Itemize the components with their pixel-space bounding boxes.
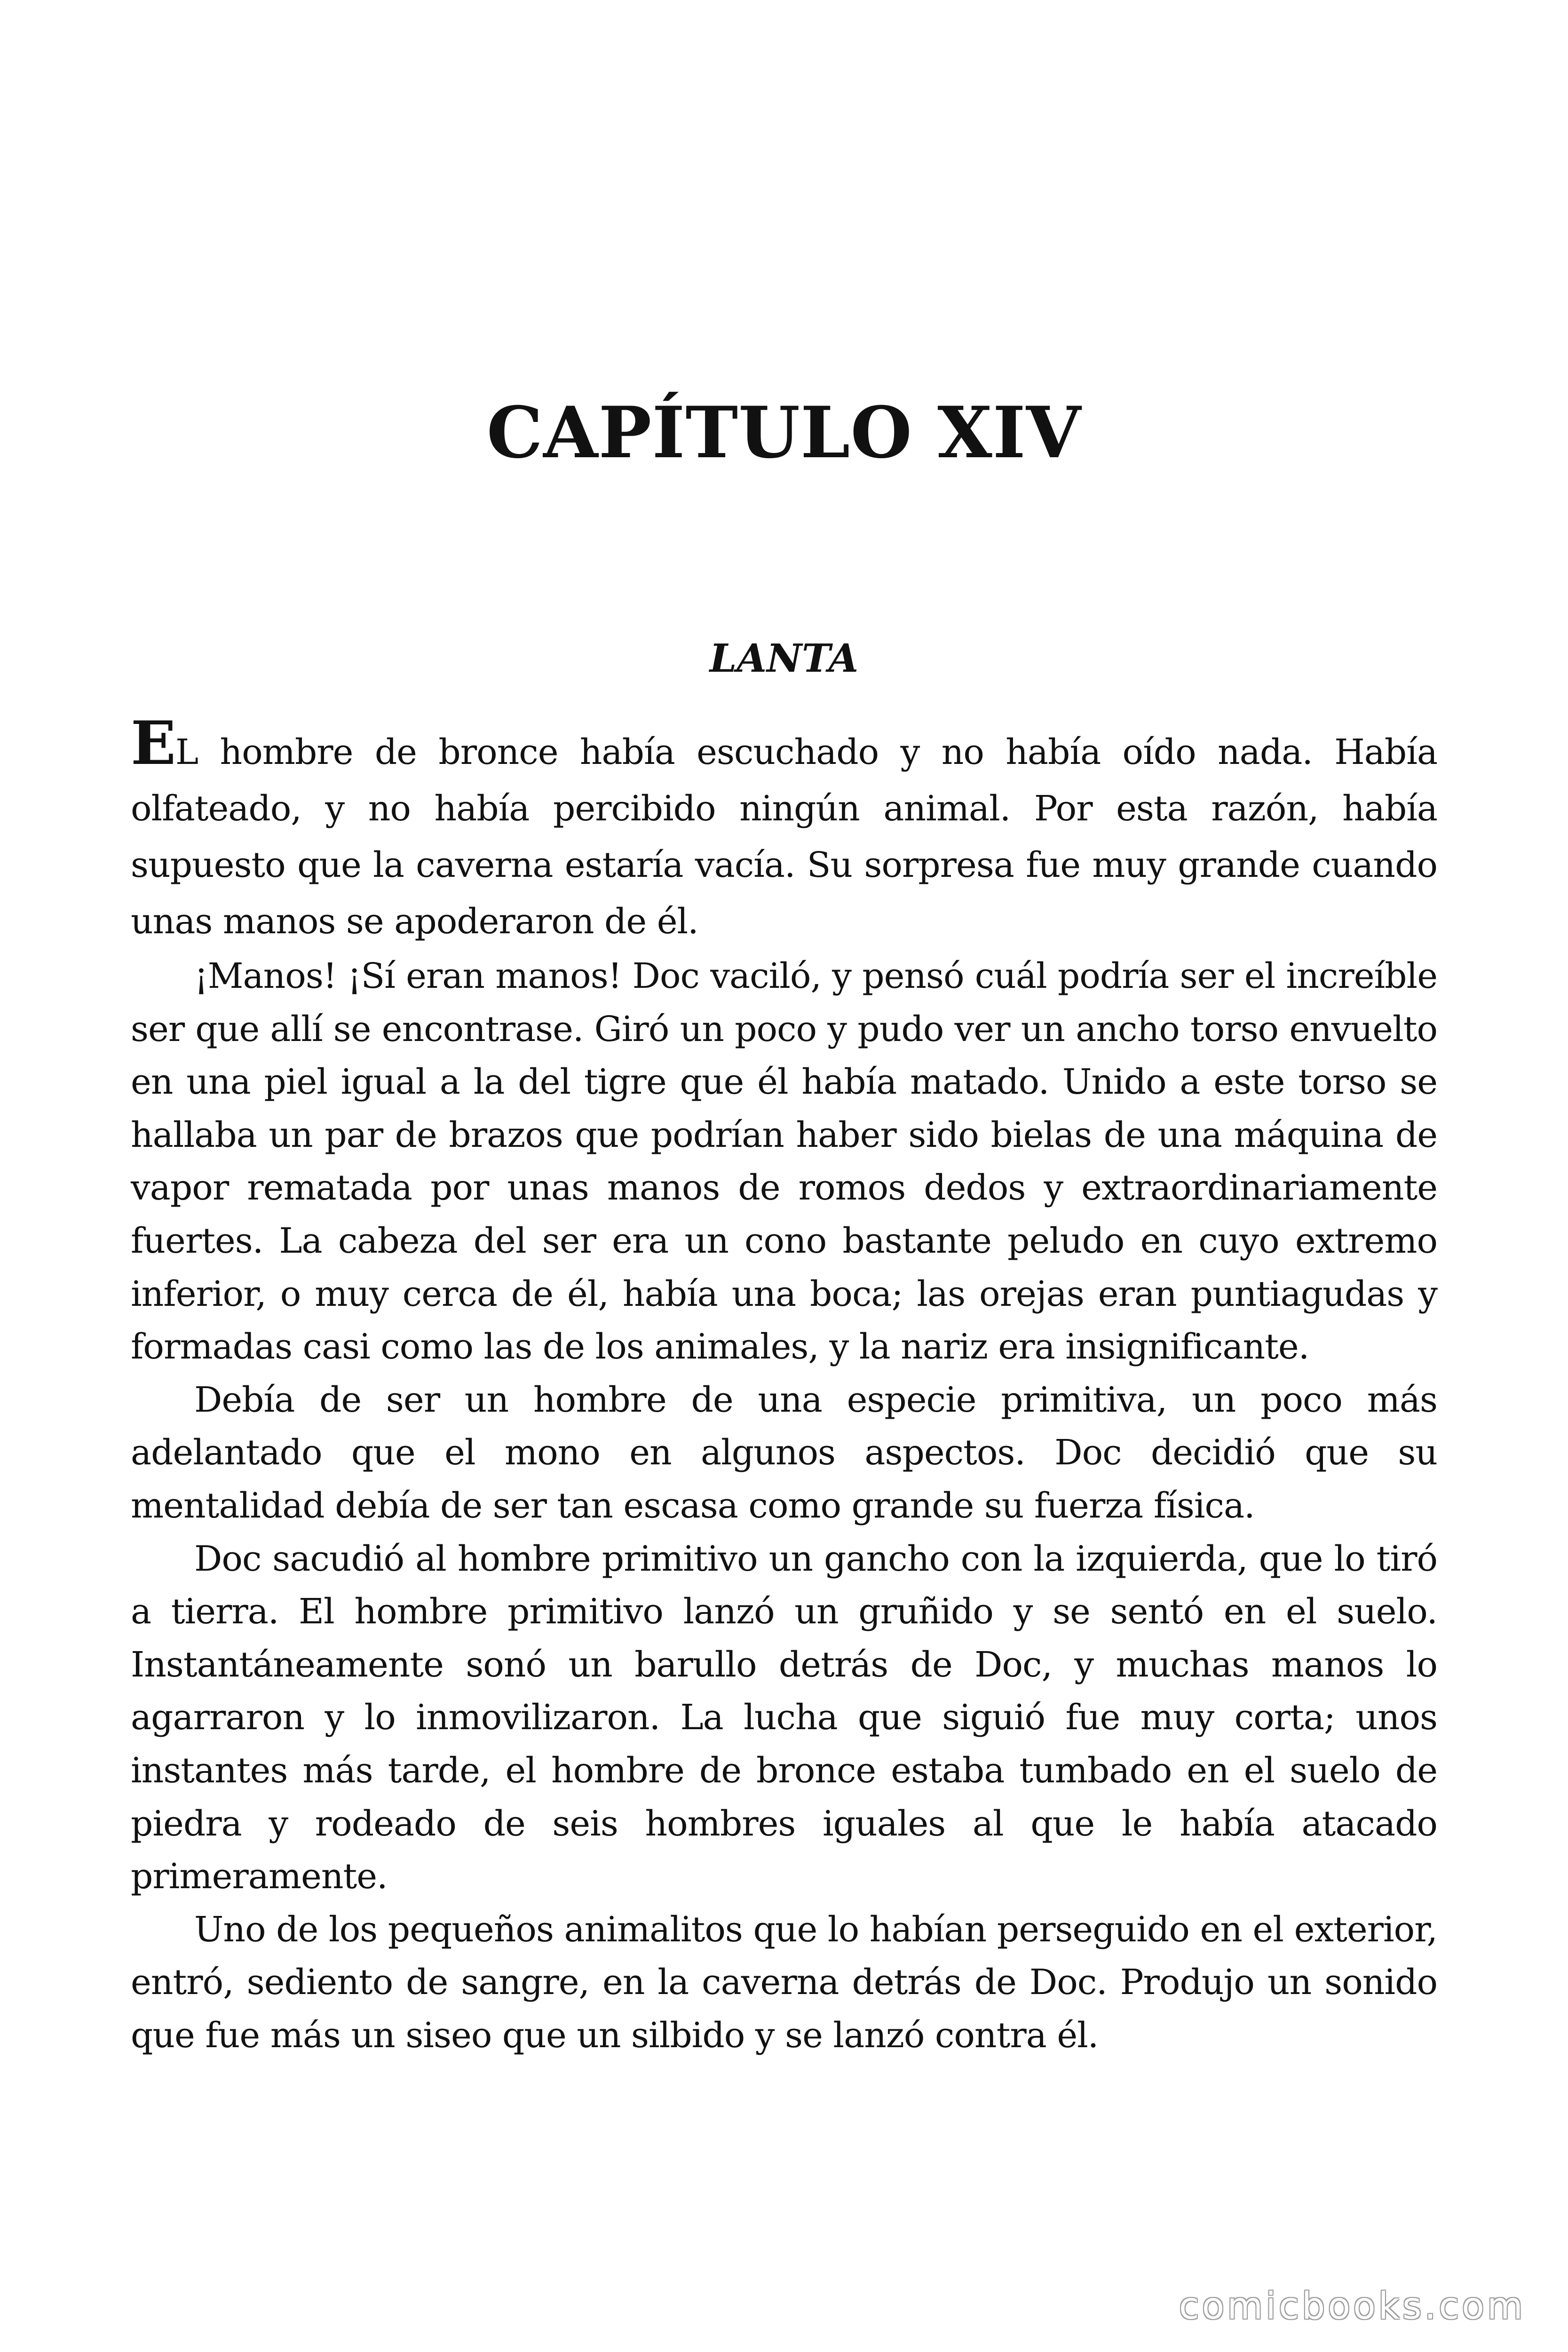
paragraph-5: Uno de los pequeños animalitos que lo habían perseguido en el exterior, entró, sediento de sangre, en la caverna detrás de Doc. Produjo un sonido que fue más un siseo que un silbido y se lanzó contra él. [131,1909,1437,2056]
paragraph-4: Doc sacudió al hombre primitivo un gancho con la izquierda, que lo tiró a tierra. El hombre primitivo lanzó un gruñido y se sentó en el suelo. Instantáneamente sonó un barullo detrás de Doc, y muchas manos lo agarraron y lo inmovilizaron. La lucha que siguió fue muy corta; unos instantes más tarde, el hombre de bronce estaba tumbado en el suelo de piedra y rodeado de seis hombres iguales al que le había atacado primeramente. [131,1538,1437,1897]
chapter-body [131,708,1437,2062]
chapter-subtitle: LANTA [709,636,859,681]
paragraph-3: Debía de ser un hombre de una especie primitiva, un poco más adelantado que el mono en algunos aspectos. Doc decidió que su mentalidad debía de ser tan escasa como grande su fuerza física. [131,1379,1437,1526]
paragraph-1 [131,708,1437,950]
watermark: comicbooks.com [1179,2285,1526,2328]
paragraph-2: ¡Manos! ¡Sí eran manos! Doc vaciló, y pensó cuál podría ser el increíble ser que allí se encontrase. Giró un poco y pudo ver un ancho torso envuelto en una piel igual a la del tigre que él había matado. Unido a este torso se hallaba un par de brazos que podrían haber sido bielas de una máquina de vapor rematada por unas manos de romos dedos y extraordinariamente fuertes. La cabeza del ser era un cono bastante peludo en cuyo extremo inferior, o muy cerca de él, había una boca; las orejas eran puntiagudas y formadas casi como las de los animales, y la nariz era insignificante. [131,956,1437,1367]
paragraph-1-text: L hombre de bronce había escuchado y no había oído nada. Había olfateado, y no había percibido ningún animal. Por esta razón, había supuesto que la caverna estaría vacía. Su sorpresa fue muy grande cuando unas manos se apoderaron de él. [131,732,1437,942]
drop-cap: E [131,708,176,778]
chapter-title: CAPÍTULO XIV [486,391,1082,474]
